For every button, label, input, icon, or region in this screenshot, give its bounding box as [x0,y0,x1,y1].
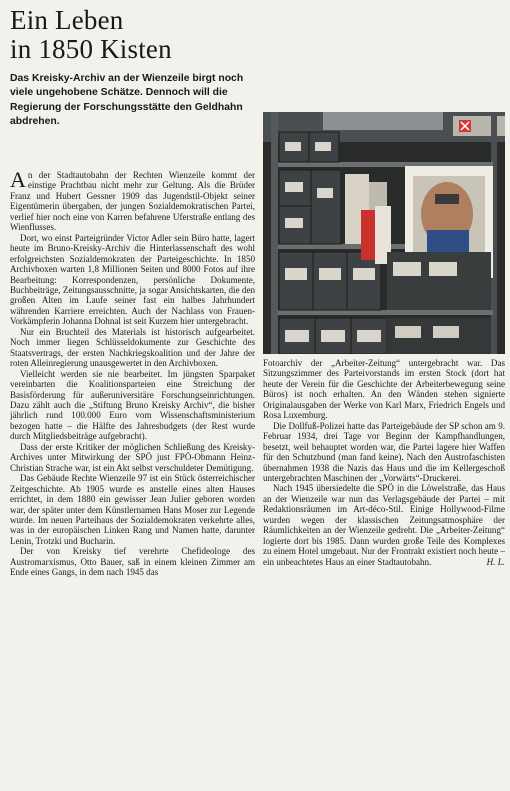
author-initials: H. L. [486,556,505,567]
archive-shelf-photo [263,112,505,354]
headline-line-2: in 1850 Kisten [10,34,172,64]
article-paragraph: Dass der erste Kritiker der möglichen Schließung des Kreisky-Archives unter Mitwirkung der SPÖ just FPÖ-Obmann Heinz-Christian Strache war, ist ein Akt selbst verschuldeter Demütigung. [10,441,255,473]
lead-paragraph: Das Kreisky-Archiv an der Wienzeile birgt noch viele ungehobene Schätze. Dennoch will die Regierung der Forschungsstätte den Geldhahn abdrehen. [10,73,244,128]
article-paragraph: Die Dollfuß-Polizei hatte das Parteigebäude der SP schon am 9. Februar 1934, drei Tage vor Beginn der Kampfhandlungen, besetzt, weil behauptet worden war, die Partei lagere hier Waffen für den Schutzbund (man fand keine). Nach den Austrofaschisten übernahmen 1938 die Nazis das Haus und die im Kellergeschoß untergebrachten Maschinen der „Vorwärts“-Druckerei. [263,420,505,483]
article-paragraph: Vielleicht werden sie nie bearbeitet. Im jüngsten Sparpaket vereinbarten die Koalitionsparteien eine Streichung der Basisförderung für außeruniversitäre Forschungseinrichtungen. Dazu zählt auch die „Stiftung Bruno Kreisky Archiv“, die bisher jährlich rund 100.000 Euro vom Wissenschaftsministerium bezogen hatte – die Hälfte des Jahresbudgets (der Rest wurde durch Mitgliedsbeiträge aufgebracht). [10,368,255,442]
article-paragraph: An der Stadtautobahn der Rechten Wienzeile kommt der einstige Prachtbau nicht mehr zur Geltung. Als die Brüder Franz und Hubert Gessner 1909 das Jugendstil-Objekt seiner Eigentümerin übergaben, der jungen Sozialdemokratischen Partei, verlief hier noch eine von Karren befahrene Uferstraße entlang des Wienflusses. [10,170,255,233]
headline [10,6,172,64]
article-paragraph: Dort, wo einst Parteigründer Victor Adler sein Büro hatte, lagert heute im Bruno-Kreisky-Archiv die Hinterlassenschaft des wohl erfolgreichsten Sozialdemokraten der Parteigeschichte. In 1850 Archivboxen warten 1,8 Millionen Seiten und 8000 Fotos auf ihre Bearbeitung: Korrespondenzen, persönliche Dokumente, Buchbeiträge, Zeitungsausschnitte, ja sogar Ansichtskarten, die den großen Alten im Laufe seiner fast ein halbes Jahrhundert währenden Karriere erreichten. Auch der Nachlass von Frauen-Vorkämpferin Johanna Dohnal ist seit Kurzem hier untergebracht. [10,232,255,327]
article-column-left [10,170,255,791]
headline-line-1: Ein Leben [10,5,124,35]
article-paragraph: Nur ein Bruchteil des Materials ist historisch aufgearbeitet. Noch immer liegen Schlüsseldokumente zur Geschichte des Staatsvertrags, der ersten Nachkriegskoalition und der Jahre der roten Alleinregierung unausgewertet in den Archivboxen. [10,326,255,369]
article-column-right [263,358,505,791]
article-paragraph: Fotoarchiv der „Arbeiter-Zeitung“ untergebracht war. Das Sitzungszimmer des Parteivorstands im ersten Stock (dort hat heute der Verein für die Geschichte der Arbeiterbewegung seine Büros) ist noch erhalten. An den Wänden stehen signierte Originalausgaben der Werke von Karl Marx, Friedrich Engels und Rosa Luxemburg. [263,358,505,421]
article-paragraph: Das Gebäude Rechte Wienzeile 97 ist ein Stück österreichischer Zeitgeschichte. Ab 1905 wurde es anstelle eines alten Hauses errichtet, in dem 1880 ein gewisser Jean Julier geboren worden war, der später unter dem Künstlernamen Hans Moser zur Legende wurde. Im neuen Parteihaus der Sozialdemokraten verkehrte alles, was in der europäischen Linken Rang und Namen hatte, darunter Lenin, Trotzki und Bucharin. [10,473,255,546]
article-paragraph: Nach 1945 übersiedelte die SPÖ in die Löwelstraße, das Haus an der Wienzeile war nun das Verlagsgebäude der Partei – mit Redaktionsräumen im Art-déco-Stil. Einige Hollywood-Filme wurden wegen der klassischen Zeitungsatmosphäre der Räumlichkeiten an der Wienzeile gedreht. Die „Arbeiter-Zeitung“ logierte dort bis 1985. Dann wurden große Teile des Komplexes zu einem Hotel umgebaut. Nur der Frontrakt existiert noch heute – ein unbeachtetes Haus an einer Stadtautobahn. H. L. [263,483,505,567]
article-paragraph: Der von Kreisky tief verehrte Chefideologe des Austromarxismus, Otto Bauer, saß in einem kleinen Zimmer am Ende eines Gangs, in dem nach 1945 das [10,546,255,578]
drop-cap: A [10,170,26,192]
